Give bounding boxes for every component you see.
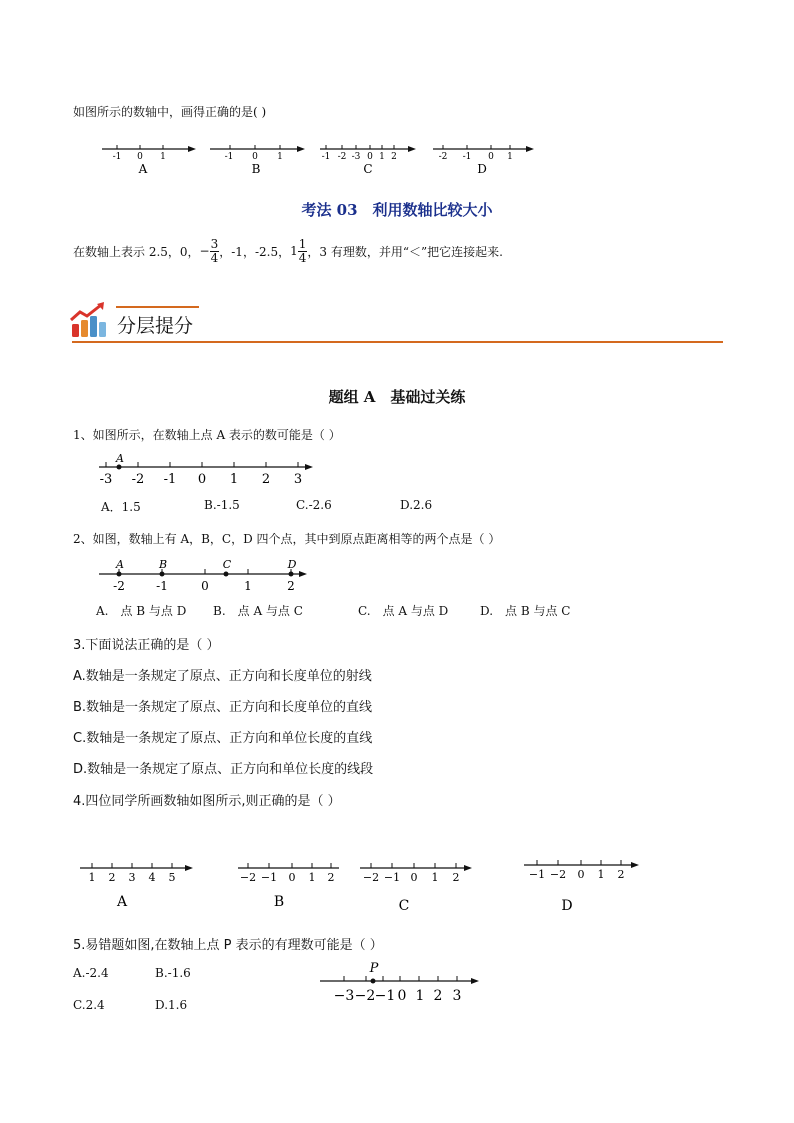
mixed-whole: 1: [290, 244, 298, 258]
q1-tick: -3: [99, 472, 113, 487]
q4-label-a: A: [116, 894, 128, 910]
q4-label-d: D: [561, 898, 573, 914]
intro-b-tick: -1: [224, 152, 234, 162]
q4-b-tick: 1: [308, 871, 316, 884]
q1-option-d: D.2.6: [400, 498, 433, 512]
q1-option-a: A．1.5: [101, 500, 141, 514]
q4-stem: 4.四位同学所画数轴如图所示,则正确的是（ ）: [73, 794, 341, 809]
q2-stem: 2、如图，数轴上有 A，B，C，D 四个点，其中到原点距离相等的两个点是（ ）: [73, 532, 501, 546]
intro-d-tick: -1: [462, 152, 472, 162]
fraction-denominator: 4: [210, 250, 219, 265]
q4-c-tick: 0: [410, 871, 418, 884]
q1-tick: -2: [131, 472, 145, 487]
q5-tick: 2: [433, 988, 443, 1004]
intro-option-b: B: [251, 162, 261, 176]
q2-option-b: B. 点 A 与点 C: [213, 604, 303, 618]
q2-point-label: A: [116, 558, 124, 571]
intro-option-c: C: [363, 162, 373, 176]
q2-tick: 2: [287, 579, 295, 593]
q5-point-p: [371, 979, 376, 984]
q4-d-tick: 1: [597, 868, 605, 881]
q1-point-label: A: [116, 452, 124, 465]
q5-tick: −1: [374, 988, 396, 1004]
q1-stem: 1、如图所示，在数轴上点 A 表示的数可能是（ ）: [73, 428, 341, 442]
intro-a-tick: 0: [137, 152, 143, 162]
q2-option-c: C. 点 A 与点 D: [358, 604, 449, 618]
section-title: 考法 03 利用数轴比较大小: [301, 201, 493, 219]
intro-option-a: A: [138, 162, 148, 176]
q4-a-tick: 5: [168, 871, 176, 884]
q3-stem: 3.下面说法正确的是（ ）: [73, 638, 220, 653]
q5-option-d: D.1.6: [155, 998, 188, 1012]
q4-d-tick: 0: [577, 868, 585, 881]
q4-a-tick: 1: [88, 871, 96, 884]
q2-option-a: A. 点 B 与点 D: [96, 604, 187, 618]
q4-c-tick: −1: [383, 871, 401, 884]
q4-d-tick: −1: [528, 868, 546, 881]
q4-label-c: C: [398, 898, 410, 914]
q2-point-label: D: [287, 558, 297, 571]
intro-question-stem: 如图所示的数轴中，画得正确的是( ): [73, 105, 267, 119]
intro-b-tick: 0: [252, 152, 258, 162]
q1-tick: -1: [163, 472, 177, 487]
q5-tick: 3: [452, 988, 462, 1004]
q5-stem: 5.易错题如图,在数轴上点 P 表示的有理数可能是（ ）: [73, 938, 383, 953]
q3-option-d: D.数轴是一条规定了原点、正方向和单位长度的线段: [73, 762, 374, 777]
fraction-numerator: 1: [298, 236, 307, 251]
banner-title: 分层提分: [117, 315, 194, 337]
intro-c-tick: 0: [367, 152, 373, 162]
q4-d-tick: −2: [549, 868, 567, 881]
q5-point-label: P: [369, 961, 379, 976]
q4-a-tick: 3: [128, 871, 136, 884]
q5-option-b: B.-1.6: [155, 966, 191, 980]
q4-c-tick: −2: [362, 871, 380, 884]
q1-tick: 3: [293, 472, 303, 487]
intro-c-tick: 1: [379, 152, 385, 162]
q1-option-c: C.-2.6: [296, 498, 332, 512]
q1-tick: 0: [197, 472, 207, 487]
q4-a-tick: 2: [108, 871, 116, 884]
q1-tick: 1: [229, 472, 239, 487]
q4-label-b: B: [273, 894, 285, 910]
q2-tick: 0: [201, 579, 209, 593]
q3-option-b: B.数轴是一条规定了原点、正方向和长度单位的直线: [73, 700, 373, 715]
q5-tick: −3: [333, 988, 355, 1004]
intro-b-tick: 1: [277, 152, 283, 162]
fraction-denominator: 4: [298, 250, 307, 265]
q5-tick: −2: [354, 988, 376, 1004]
q3-option-a: A.数轴是一条规定了原点、正方向和长度单位的射线: [73, 669, 372, 684]
q2-tick: -2: [113, 579, 125, 593]
q4-b-tick: 0: [288, 871, 296, 884]
fraction-numerator: 3: [210, 236, 219, 251]
q2-tick: -1: [156, 579, 168, 593]
q1-option-b: B.-1.5: [204, 498, 240, 512]
q4-b-tick: −1: [260, 871, 278, 884]
intro-c-tick: -1: [321, 152, 331, 162]
q5-tick: 1: [415, 988, 425, 1004]
q1-tick: 2: [261, 472, 271, 487]
q2-tick: 1: [244, 579, 252, 593]
q4-a-tick: 4: [148, 871, 156, 884]
intro-d-tick: 0: [488, 152, 494, 162]
q2-point-label: B: [158, 558, 168, 571]
section03-text-after: ，3 有理数，并用“＜”把它连接起来.: [307, 244, 503, 259]
intro-d-tick: 1: [507, 152, 513, 162]
intro-c-tick: -2: [337, 152, 347, 162]
q5-option-c: C.2.4: [73, 998, 105, 1012]
q4-c-tick: 2: [452, 871, 460, 884]
intro-c-tick: -3: [351, 152, 361, 162]
group-title: 题组 A 基础过关练: [328, 388, 466, 406]
intro-option-d: D: [477, 162, 487, 176]
q4-c-tick: 1: [431, 871, 439, 884]
q4-b-tick: 2: [327, 871, 335, 884]
q4-b-tick: −2: [239, 871, 257, 884]
q3-option-c: C.数轴是一条规定了原点、正方向和单位长度的直线: [73, 731, 373, 746]
section03-text-mid: ，-1，-2.5，: [219, 244, 291, 259]
q4-d-tick: 2: [617, 868, 625, 881]
intro-c-tick: 2: [391, 152, 397, 162]
intro-d-tick: -2: [438, 152, 448, 162]
q5-tick: 0: [397, 988, 407, 1004]
q5-option-a: A.-2.4: [73, 966, 109, 980]
intro-a-tick: 1: [160, 152, 166, 162]
section03-text-before: 在数轴上表示 2.5，0，: [73, 244, 200, 259]
intro-a-tick: -1: [112, 152, 122, 162]
fraction-sign: −: [199, 244, 210, 258]
q2-option-d: D. 点 B 与点 C: [480, 604, 571, 618]
q2-point-label: C: [222, 558, 232, 571]
